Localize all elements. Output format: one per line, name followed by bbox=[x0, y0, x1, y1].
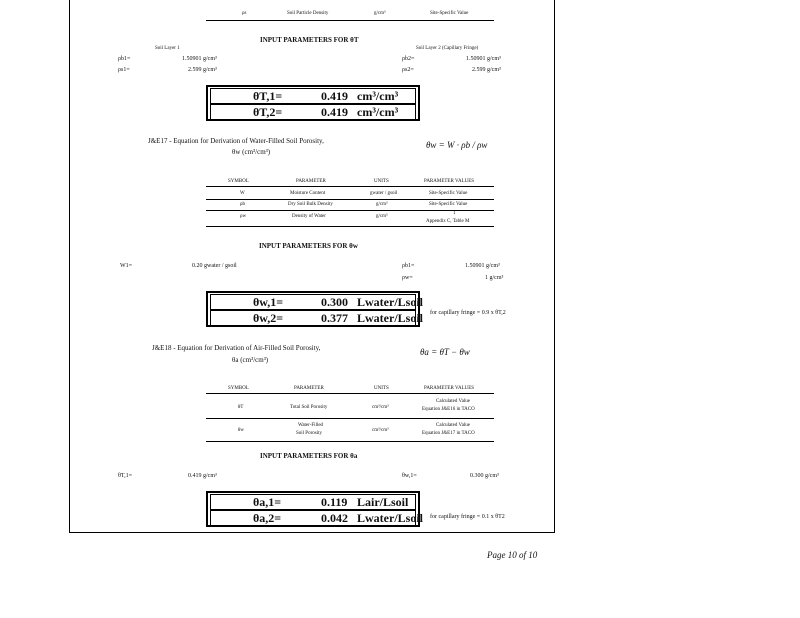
je18-row1-value-source: Equation J&E16 in TACO bbox=[422, 407, 475, 412]
theta-t1-input-value: 0.419 g/cm³ bbox=[188, 473, 217, 479]
je17-row3-value: 1 bbox=[453, 211, 456, 216]
je17-row3-parameter: Density of Water bbox=[292, 214, 326, 219]
je18-row2-value-source: Equation J&E17 in TACO bbox=[422, 431, 475, 436]
theta-a2-value: 0.042 bbox=[321, 511, 348, 525]
top-row-symbol: ρs bbox=[242, 11, 247, 16]
top-table-bottom-rule bbox=[206, 20, 494, 21]
je17-row3-units: g/cm³ bbox=[376, 214, 388, 219]
theta-a1-label: θa,1= bbox=[253, 495, 282, 509]
rho-b-label: ρb1= bbox=[402, 263, 415, 269]
je17-row2-units: g/cm³ bbox=[376, 202, 388, 207]
je17-header-symbol: SYMBOL bbox=[228, 179, 249, 184]
rho-s1-value: 2.599 g/cm³ bbox=[188, 67, 217, 73]
je18-row2-units: cm³/cm³ bbox=[372, 428, 389, 433]
theta-a-result-box bbox=[206, 491, 423, 527]
layer1-label: Soil Layer 1 bbox=[155, 46, 180, 51]
je17-table-bottom-rule bbox=[206, 226, 494, 227]
je18-row1-symbol: θT bbox=[238, 405, 244, 410]
rho-s2-label: ρs2= bbox=[402, 67, 414, 73]
theta-w1-input-label: θw,1= bbox=[402, 473, 417, 479]
je17-row1-symbol: W bbox=[240, 191, 245, 196]
je18-subtitle: θa (cm³/cm³) bbox=[232, 356, 269, 364]
theta-t1-unit: cm³/cm³ bbox=[357, 89, 399, 103]
theta-a2-result-row bbox=[210, 510, 423, 526]
je17-header-parameter: PARAMETER bbox=[296, 179, 326, 184]
page-border-left bbox=[69, 0, 70, 533]
je18-header-symbol: SYMBOL bbox=[228, 386, 249, 391]
je18-row2-symbol: θw bbox=[238, 428, 245, 433]
theta-t1-label: θT,1= bbox=[253, 89, 283, 103]
je17-row3-symbol: ρw bbox=[240, 214, 247, 219]
w1-value: 0.20 gwater / gsoil bbox=[192, 263, 237, 269]
theta-w-heading: INPUT PARAMETERS FOR θw bbox=[259, 242, 358, 250]
rho-b1-label: ρb1= bbox=[118, 56, 131, 62]
je17-row2-symbol: ρb bbox=[240, 202, 245, 207]
je18-table-bottom-rule bbox=[206, 441, 494, 442]
w1-label: W1= bbox=[120, 263, 133, 269]
je18-row1-rule bbox=[206, 418, 494, 419]
theta-w2-label: θw,2= bbox=[253, 311, 284, 325]
je17-row3-value-source: Appendix C, Table M bbox=[426, 219, 470, 224]
rho-w-label: ρw= bbox=[402, 275, 413, 281]
theta-w1-unit: Lwater/Lsoil bbox=[357, 295, 423, 309]
je17-row1-rule bbox=[206, 199, 494, 200]
layer2-label: Soil Layer 2 (Capillary Fringe) bbox=[416, 46, 479, 51]
top-row-value: Site-Specific Value bbox=[430, 11, 469, 16]
rho-s2-value: 2.599 g/cm³ bbox=[472, 67, 501, 73]
je18-header-parameter: PARAMETER bbox=[294, 386, 324, 391]
je17-table-top-rule bbox=[206, 186, 494, 187]
theta-t2-label: θT,2= bbox=[253, 105, 283, 119]
theta-w1-input-value: 0.300 g/cm³ bbox=[470, 473, 499, 479]
je18-table-top-rule bbox=[206, 393, 494, 394]
theta-a-note: for capillary fringe = 0.1 x θT2 bbox=[430, 514, 505, 520]
theta-w1-value: 0.300 bbox=[321, 295, 348, 309]
je17-header-values: PARAMETER VALUES bbox=[424, 179, 475, 184]
theta-w-note: for capillary fringe = 0.9 x θT,2 bbox=[430, 310, 506, 316]
rho-b2-value: 1.50901 g/cm³ bbox=[466, 56, 501, 62]
page-border-right bbox=[554, 0, 555, 533]
je18-row2-parameter-line2: Soil Porosity bbox=[296, 431, 322, 436]
theta-t1-input-label: θT,1= bbox=[118, 473, 132, 479]
page-number: Page 10 of 10 bbox=[487, 550, 538, 560]
top-row-units: g/cm³ bbox=[374, 11, 386, 16]
je18-row2-parameter: Water-Filled bbox=[298, 423, 324, 428]
top-row-parameter: Soil Particle Density bbox=[287, 11, 329, 16]
rho-b1-value: 1.50901 g/cm³ bbox=[182, 56, 217, 62]
je17-row1-value: Site-Specific Value bbox=[429, 191, 468, 196]
je18-row2-value: Calculated Value bbox=[436, 423, 470, 428]
theta-t2-unit: cm³/cm³ bbox=[357, 105, 399, 119]
theta-a1-value: 0.119 bbox=[321, 495, 348, 509]
theta-w-result-box bbox=[206, 291, 423, 327]
je18-row1-units: cm³/cm³ bbox=[372, 405, 389, 410]
theta-a1-unit: Lair/Lsoil bbox=[357, 495, 409, 509]
theta-t-result-box bbox=[206, 85, 420, 121]
je17-title: J&E17 - Equation for Derivation of Water-Filled Soil Porosity, bbox=[148, 137, 324, 145]
rho-b2-label: ρb2= bbox=[402, 56, 415, 62]
theta-a2-unit: Lwater/Lsoil bbox=[357, 511, 423, 525]
rho-s1-label: ρs1= bbox=[118, 67, 130, 73]
je17-equation: θw = W · ρb / ρw bbox=[426, 140, 488, 150]
je18-row1-value: Calculated Value bbox=[436, 399, 470, 404]
theta-w1-label: θw,1= bbox=[253, 295, 284, 309]
theta-w2-unit: Lwater/Lsoil bbox=[357, 311, 423, 325]
je18-header-units: UNITS bbox=[374, 386, 389, 391]
je18-row1-parameter: Total Soil Porosity bbox=[290, 405, 328, 410]
je17-row2-parameter: Dry Soil Bulk Density bbox=[288, 202, 333, 207]
theta-t1-value: 0.419 bbox=[321, 89, 348, 103]
theta-a2-label: θa,2= bbox=[253, 511, 282, 525]
rho-b-value: 1.50901 g/cm³ bbox=[465, 263, 500, 269]
je17-row1-units: gwater / gsoil bbox=[370, 191, 398, 196]
theta-t2-value: 0.419 bbox=[321, 105, 348, 119]
je17-row2-value: Site-Specific Value bbox=[429, 202, 468, 207]
theta-w2-result-row bbox=[210, 310, 423, 326]
rho-w-value: 1 g/cm³ bbox=[485, 275, 504, 281]
theta-t-heading: INPUT PARAMETERS FOR θT bbox=[260, 36, 359, 44]
page-border-bottom bbox=[69, 532, 555, 533]
je18-equation: θa = θT − θw bbox=[420, 347, 470, 357]
theta-w1-result-row bbox=[210, 294, 423, 310]
theta-t2-result-row bbox=[210, 104, 416, 120]
je17-row2-rule bbox=[206, 210, 494, 211]
je17-subtitle: θw (cm³/cm³) bbox=[232, 148, 271, 156]
theta-a1-result-row bbox=[210, 494, 416, 510]
je17-header-units: UNITS bbox=[374, 179, 389, 184]
theta-w2-value: 0.377 bbox=[321, 311, 348, 325]
theta-t1-result-row bbox=[210, 88, 416, 104]
theta-a-heading: INPUT PARAMETERS FOR θa bbox=[260, 452, 358, 460]
je17-row1-parameter: Moisture Content bbox=[290, 191, 326, 196]
je18-header-values: PARAMETER VALUES bbox=[424, 386, 475, 391]
je18-title: J&E18 - Equation for Derivation of Air-Filled Soil Porosity, bbox=[152, 344, 321, 352]
